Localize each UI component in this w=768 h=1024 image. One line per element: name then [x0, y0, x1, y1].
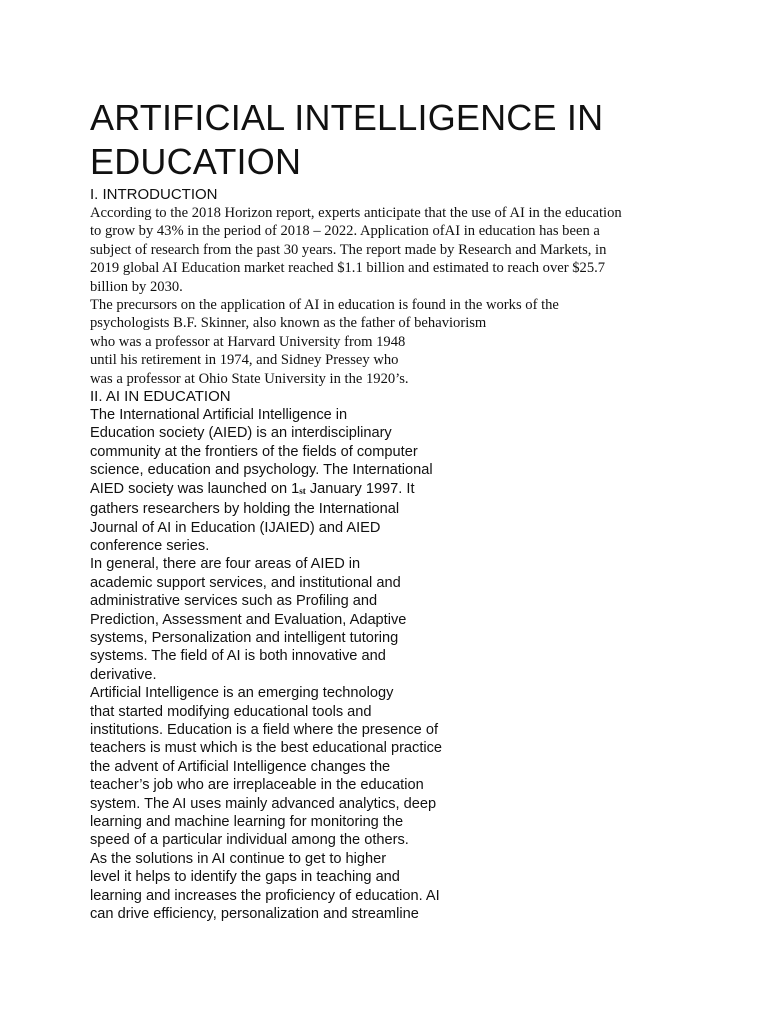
launch-text-after: January 1997. It	[305, 480, 415, 497]
body-line: the advent of Artificial Intelligence changes the	[90, 758, 391, 775]
body-line: that started modifying educational tools and	[90, 703, 372, 720]
title-line-1: ARTIFICIAL INTELLIGENCE IN	[90, 97, 604, 138]
body-line: teacher’s job who are irreplaceable in the education	[90, 777, 424, 794]
body-line: In general, there are four areas of AIED in	[90, 556, 361, 573]
body-line: learning and increases the proficiency of education. AI	[90, 887, 440, 904]
document-title	[90, 96, 690, 184]
body-line: subject of research from the past 30 years. The report made by Research and Markets, in	[90, 241, 607, 258]
section-heading-introduction: I. INTRODUCTION	[90, 186, 218, 203]
body-line: Artificial Intelligence is an emerging technology	[90, 685, 394, 702]
section-ai-in-education-body	[90, 406, 690, 923]
launch-text-before: AIED society was launched on 1	[90, 480, 300, 497]
body-line: who was a professor at Harvard University from 1948	[90, 333, 406, 350]
body-line: science, education and psychology. The International	[90, 462, 433, 479]
body-line: billion by 2030.	[90, 278, 183, 295]
body-line: can drive efficiency, personalization and streamline	[90, 906, 419, 923]
body-line: According to the 2018 Horizon report, experts anticipate that the use of AI in the education	[90, 205, 622, 221]
body-line: to grow by 43% in the period of 2018 – 2022. Application ofAI in education has been a	[90, 223, 600, 240]
ordinal-suffix: st	[299, 485, 306, 496]
body-line: gathers researchers by holding the International	[90, 501, 400, 518]
body-line: community at the frontiers of the fields of computer	[90, 443, 418, 460]
body-line: psychologists B.F. Skinner, also known as the father of behaviorism	[90, 315, 487, 332]
title-line-2: EDUCATION	[90, 141, 302, 182]
body-line-launch-date	[90, 480, 690, 500]
body-line: conference series.	[90, 537, 210, 554]
body-line: derivative.	[90, 666, 157, 683]
body-line: systems. The field of AI is both innovative and	[90, 648, 386, 665]
body-line: The International Artificial Intelligence in	[90, 407, 348, 424]
body-line: The precursors on the application of AI in education is found in the works of the	[90, 297, 559, 314]
body-line: Education society (AIED) is an interdisciplinary	[90, 425, 392, 442]
body-line: institutions. Education is a field where the presence of	[90, 721, 439, 738]
body-line: until his retirement in 1974, and Sidney Pressey who	[90, 352, 399, 369]
body-line: Prediction, Assessment and Evaluation, Adaptive	[90, 611, 407, 628]
body-line: was a professor at Ohio State University in the 1920’s.	[90, 370, 409, 387]
body-line: academic support services, and institutional and	[90, 574, 401, 591]
body-line: Journal of AI in Education (IJAIED) and AIED	[90, 519, 381, 536]
body-line: speed of a particular individual among the others.	[90, 832, 409, 849]
section-heading-ai-in-education: II. AI IN EDUCATION	[90, 388, 231, 406]
body-line: system. The AI uses mainly advanced analytics, deep	[90, 795, 437, 812]
body-line: As the solutions in AI continue to get to higher	[90, 850, 387, 867]
body-line: teachers is must which is the best educational practice	[90, 740, 443, 757]
section-introduction-body	[90, 204, 690, 388]
body-line: systems, Personalization and intelligent tutoring	[90, 629, 399, 646]
body-line: learning and machine learning for monitoring the	[90, 814, 404, 830]
body-line: 2019 global AI Education market reached $1.1 billion and estimated to reach over $25.7	[90, 260, 606, 277]
document-page	[90, 96, 690, 923]
body-line: level it helps to identify the gaps in teaching and	[90, 869, 400, 886]
body-line: administrative services such as Profiling and	[90, 593, 378, 610]
